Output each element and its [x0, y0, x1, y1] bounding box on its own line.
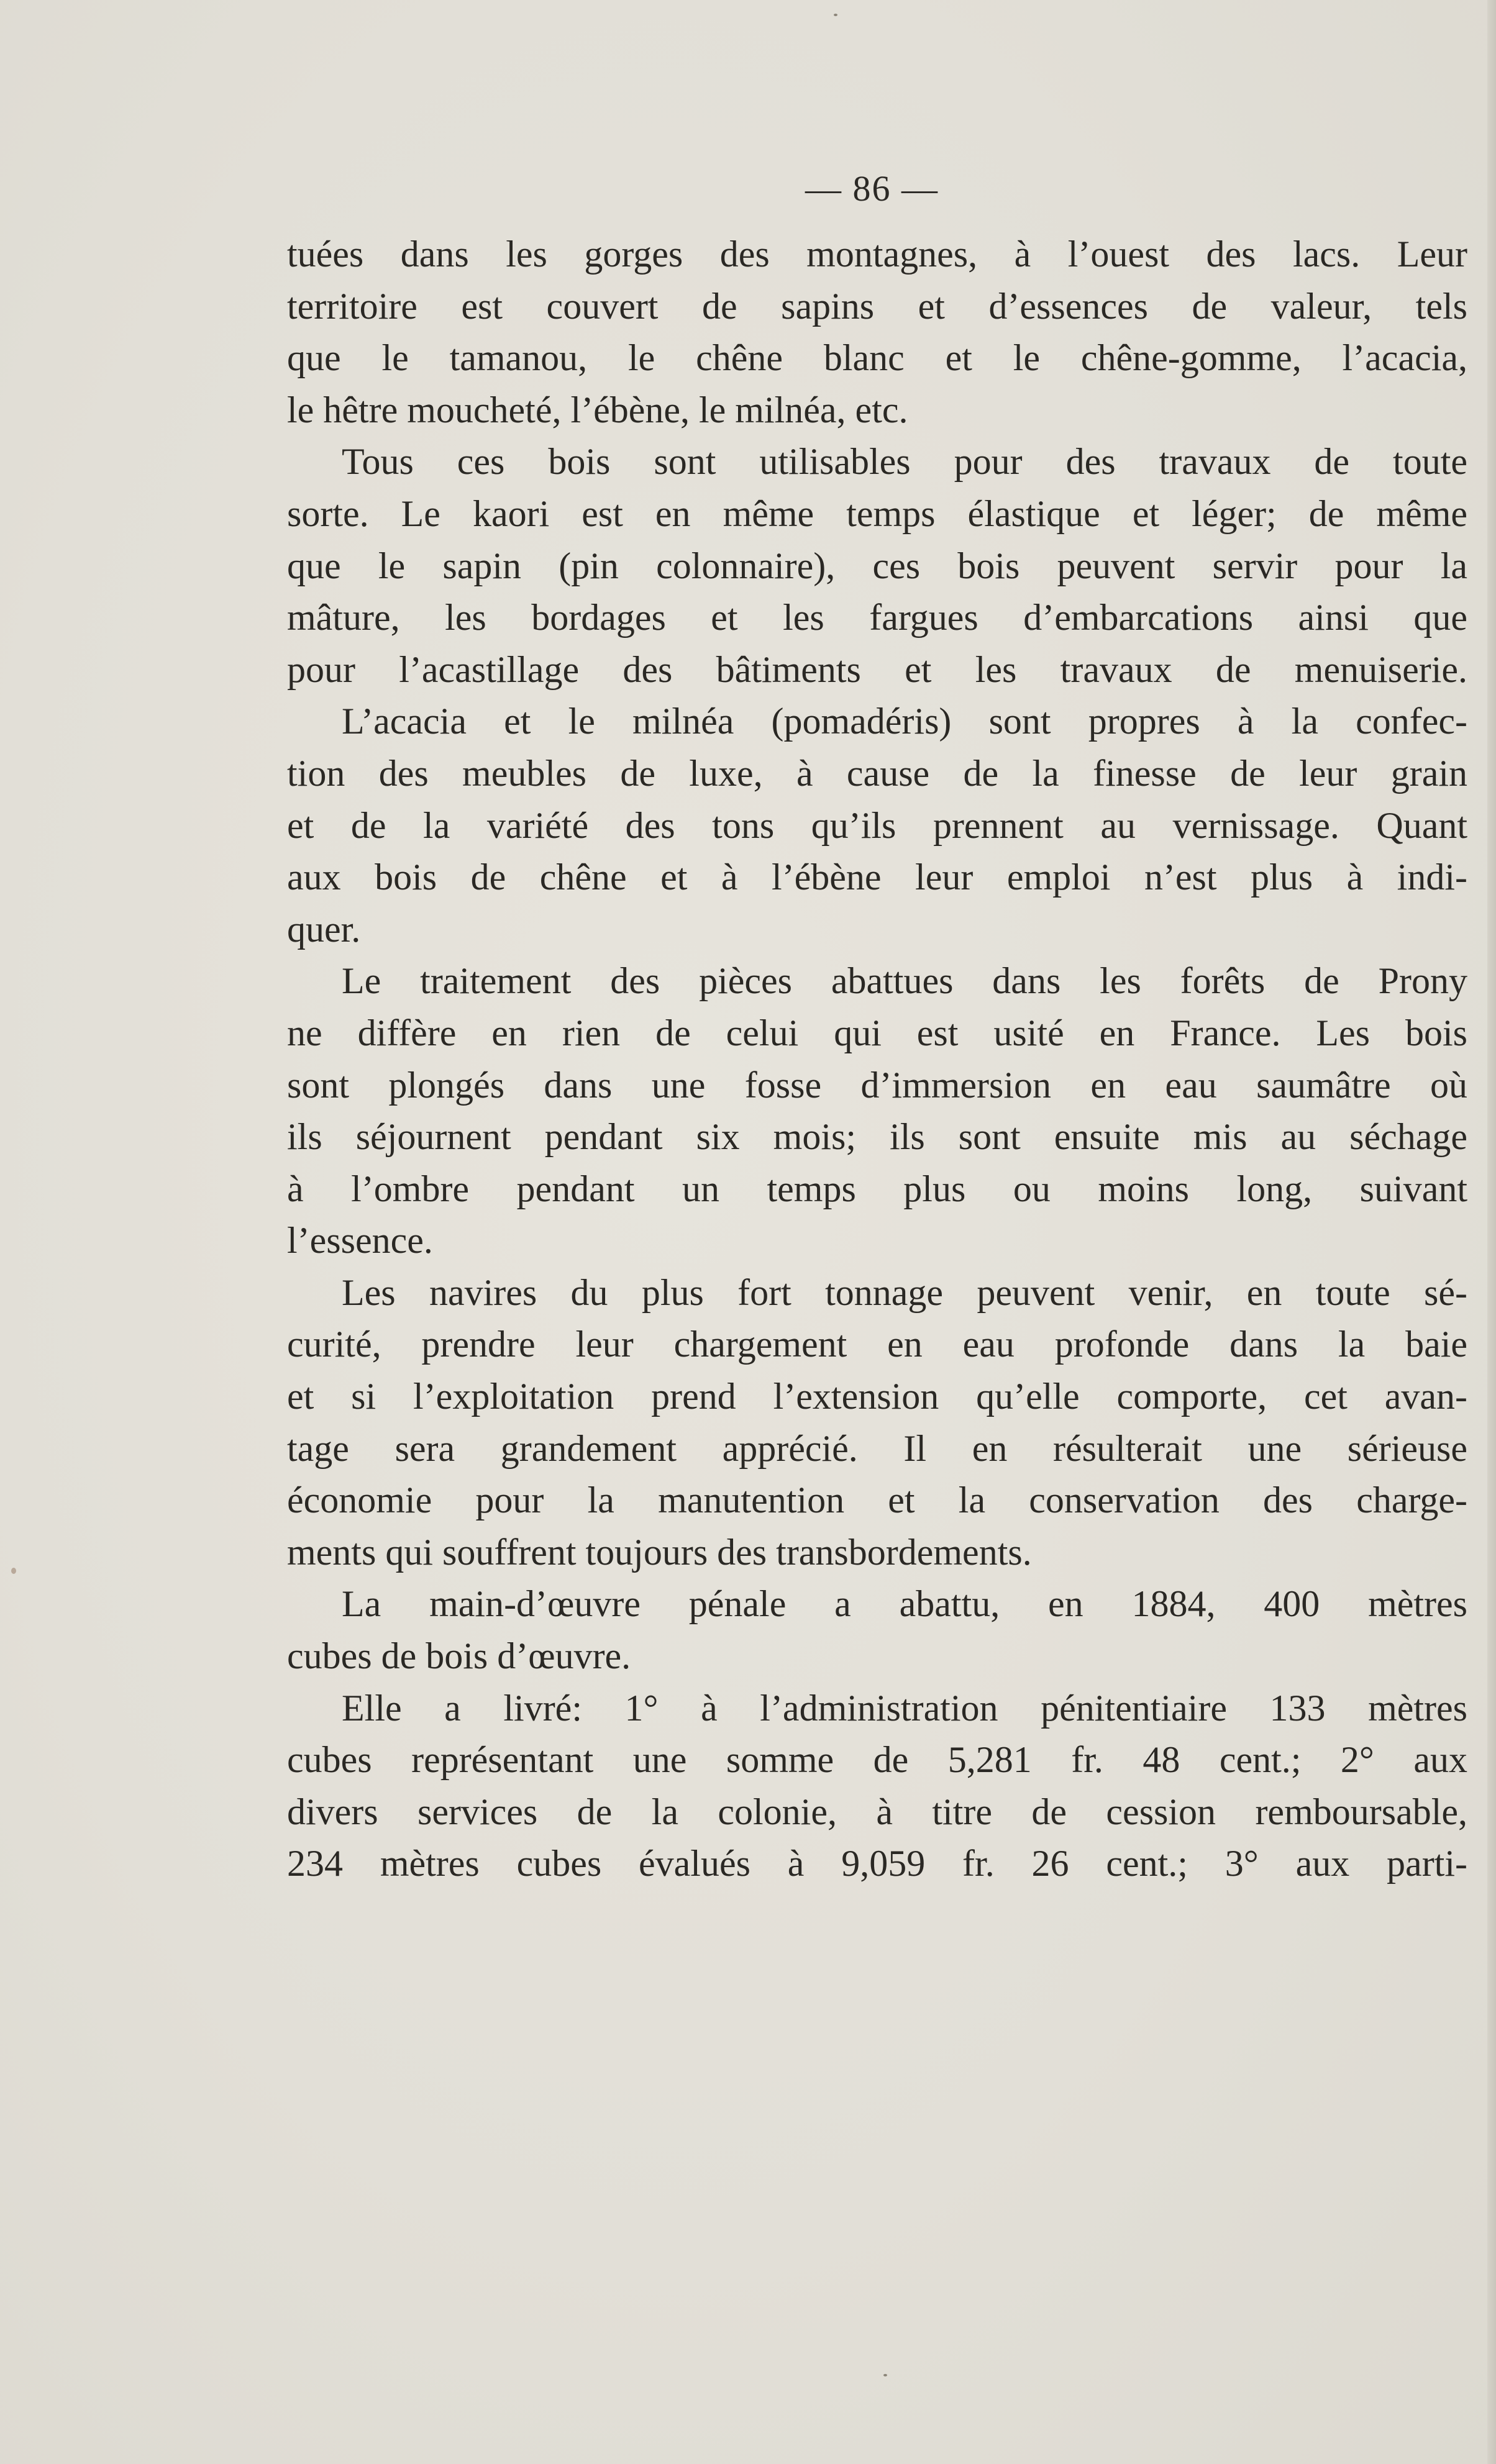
- text-line: cubes de bois d’œuvre.: [287, 1635, 631, 1677]
- text-line: économie pour la manutention et la conservation des charge-: [287, 1480, 1467, 1521]
- text-line: divers services de la colonie, à titre de cession remboursable,: [287, 1791, 1467, 1832]
- paper-speck: [834, 14, 837, 16]
- text-line: et de la variété des tons qu’ils prennent au vernissage. Quant: [287, 804, 1467, 846]
- text-line: 234 mètres cubes évalués à 9,059 fr. 26 cent.; 3° aux parti-: [287, 1843, 1467, 1884]
- text-line: cubes représentant une somme de 5,281 fr. 48 cent.; 2° aux: [287, 1739, 1467, 1781]
- text-line: sorte. Le kaori est en même temps élastique et léger; de même: [287, 493, 1467, 534]
- text-line: Le traitement des pièces abattues dans les forêts de Prony: [342, 960, 1467, 1002]
- text-line: curité, prendre leur chargement en eau profonde dans la baie: [287, 1324, 1467, 1365]
- text-line: le hêtre moucheté, l’ébène, le milnéa, etc.: [287, 389, 908, 430]
- text-line: ils séjournent pendant six mois; ils sont ensuite mis au séchage: [287, 1116, 1467, 1158]
- text-line: Elle a livré: 1° à l’administration pénitentiaire 133 mètres: [342, 1687, 1467, 1729]
- text-line: ments qui souffrent toujours des transbordements.: [287, 1531, 1032, 1573]
- page-edge: [1487, 0, 1496, 2464]
- text-line: Les navires du plus fort tonnage peuvent venir, en toute sé-: [342, 1271, 1467, 1313]
- text-line: L’acacia et le milnéa (pomadéris) sont propres à la confec-: [342, 701, 1467, 742]
- text-line: mâture, les bordages et les fargues d’embarcations ainsi que: [287, 597, 1467, 639]
- text-line: quer.: [287, 908, 361, 950]
- text-line: et si l’exploitation prend l’extension qu’elle comporte, cet avan-: [287, 1376, 1467, 1417]
- paper-speck: [11, 1568, 16, 1574]
- text-line: tuées dans les gorges des montagnes, à l’ouest des lacs. Leur: [287, 234, 1467, 275]
- text-line: ne diffère en rien de celui qui est usité en France. Les bois: [287, 1012, 1467, 1053]
- paper-speck: [883, 2374, 887, 2376]
- text-line: tage sera grandement apprécié. Il en résulterait une sérieuse: [287, 1427, 1467, 1469]
- text-line: tion des meubles de luxe, à cause de la finesse de leur grain: [287, 752, 1467, 794]
- text-line: La main-d’œuvre pénale a abattu, en 1884, 400 mètres: [342, 1583, 1467, 1625]
- text-line: à l’ombre pendant un temps plus ou moins long, suivant: [287, 1168, 1467, 1209]
- text-line: territoire est couvert de sapins et d’essences de valeur, tels: [287, 285, 1467, 327]
- text-line: aux bois de chêne et à l’ébène leur emploi n’est plus à indi-: [287, 857, 1467, 898]
- text-line: que le tamanou, le chêne blanc et le chêne-gomme, l’acacia,: [287, 337, 1467, 379]
- text-line: que le sapin (pin colonnaire), ces bois peuvent servir pour la: [287, 545, 1467, 586]
- text-line: Tous ces bois sont utilisables pour des travaux de toute: [342, 441, 1467, 483]
- text-line: sont plongés dans une fosse d’immersion en eau saumâtre où: [287, 1064, 1467, 1106]
- text-line: pour l’acastillage des bâtiments et les travaux de menuiserie.: [287, 648, 1467, 690]
- text-line: l’essence.: [287, 1220, 433, 1262]
- page-number: — 86 —: [805, 168, 939, 209]
- body-text: [287, 229, 1467, 1890]
